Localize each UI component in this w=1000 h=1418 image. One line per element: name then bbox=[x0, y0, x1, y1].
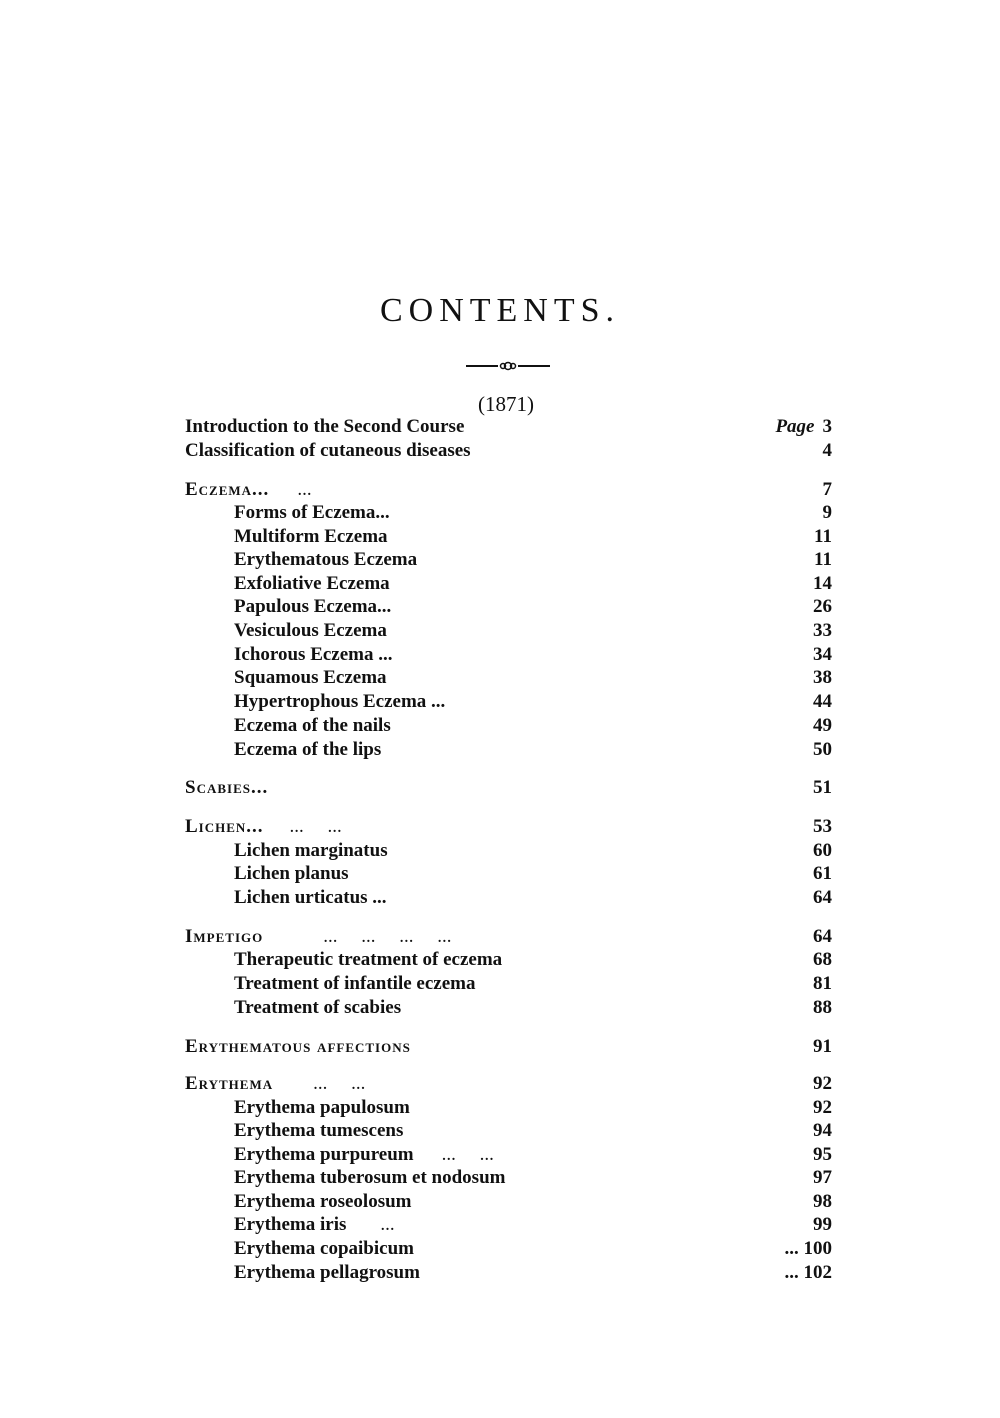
toc-label: Lichen marginatus bbox=[234, 840, 388, 861]
toc-row bbox=[234, 972, 832, 995]
toc-section-label: Lichen... bbox=[185, 816, 264, 837]
toc-page: 64 bbox=[813, 926, 832, 947]
toc-section-label: Scabies... bbox=[185, 777, 269, 798]
toc-label: Lichen urticatus ... bbox=[234, 887, 387, 908]
toc-page: 33 bbox=[813, 620, 832, 641]
toc-label: Treatment of infantile eczema bbox=[234, 973, 476, 994]
toc-label: Classification of cutaneous diseases bbox=[185, 440, 471, 461]
toc-page: 4 bbox=[822, 440, 832, 461]
toc-row bbox=[234, 1096, 832, 1119]
toc-section-label: Impetigo bbox=[185, 926, 264, 947]
toc-page: 92 bbox=[813, 1097, 832, 1118]
toc-row bbox=[234, 714, 832, 737]
toc-page: 91 bbox=[813, 1036, 832, 1057]
toc-row bbox=[234, 501, 832, 524]
toc-label: Papulous Eczema... bbox=[234, 596, 392, 617]
toc-page: 11 bbox=[814, 526, 832, 547]
toc-row bbox=[234, 839, 832, 862]
toc-label: Eczema of the nails bbox=[234, 715, 391, 736]
toc-page: 3 bbox=[822, 416, 832, 437]
toc-section-row bbox=[185, 925, 832, 948]
toc-label: Erythema tuberosum et nodosum bbox=[234, 1167, 506, 1188]
toc-row bbox=[234, 595, 832, 618]
toc-row bbox=[234, 1261, 832, 1284]
toc-label: Lichen planus bbox=[234, 863, 349, 884]
toc-row bbox=[185, 439, 832, 462]
toc-page: 11 bbox=[814, 549, 832, 570]
toc-label: Erythema copaibicum bbox=[234, 1238, 414, 1259]
toc-label: Hypertrophous Eczema ... bbox=[234, 691, 446, 712]
toc-page: 97 bbox=[813, 1167, 832, 1188]
toc-label: Vesiculous Eczema bbox=[234, 620, 387, 641]
toc-dots: ... ... ... ... bbox=[323, 926, 452, 947]
toc-page: 14 bbox=[813, 573, 832, 594]
toc-section-label: Eczema... bbox=[185, 479, 270, 500]
toc-label: Exfoliative Eczema bbox=[234, 573, 390, 594]
toc-row bbox=[234, 1166, 832, 1189]
toc-label: Therapeutic treatment of eczema bbox=[234, 949, 503, 970]
toc-row bbox=[234, 690, 832, 713]
toc-row bbox=[234, 948, 832, 971]
toc-page: 61 bbox=[813, 863, 832, 884]
toc-label: Erythema purpureum bbox=[234, 1144, 414, 1165]
ornament-divider bbox=[466, 359, 550, 373]
toc-label: Erythema iris bbox=[234, 1214, 347, 1235]
toc-section-row bbox=[185, 1072, 832, 1095]
toc-page: 49 bbox=[813, 715, 832, 736]
page-prefix: Page bbox=[775, 416, 815, 437]
toc-page: 34 bbox=[813, 644, 832, 665]
toc-page: 95 bbox=[813, 1144, 832, 1165]
toc-page: 60 bbox=[813, 840, 832, 861]
toc-row bbox=[234, 1143, 832, 1166]
toc-row bbox=[234, 862, 832, 885]
toc-section-label: Erythematous affections bbox=[185, 1036, 411, 1057]
toc-row bbox=[234, 1119, 832, 1142]
toc-dots: ... ... bbox=[313, 1073, 366, 1094]
toc-label: Forms of Eczema... bbox=[234, 502, 390, 523]
toc-row bbox=[234, 1237, 832, 1260]
toc-page: 98 bbox=[813, 1191, 832, 1212]
toc-row bbox=[234, 619, 832, 642]
toc-page: 68 bbox=[813, 949, 832, 970]
toc-label: Erythema tumescens bbox=[234, 1120, 404, 1141]
toc-row bbox=[234, 996, 832, 1019]
toc-dots: ... bbox=[380, 1214, 395, 1235]
toc-page: ... 102 bbox=[784, 1262, 832, 1283]
toc-row bbox=[234, 572, 832, 595]
toc-section-row bbox=[185, 776, 832, 799]
toc-page: 94 bbox=[813, 1120, 832, 1141]
toc-page: 26 bbox=[813, 596, 832, 617]
toc-dots: ... bbox=[297, 479, 312, 500]
toc-row bbox=[234, 738, 832, 761]
toc-label: Erythema papulosum bbox=[234, 1097, 410, 1118]
toc-label: Erythema roseolosum bbox=[234, 1191, 412, 1212]
year-heading: (1871) bbox=[478, 392, 534, 416]
toc-row bbox=[185, 415, 832, 438]
toc-page: 88 bbox=[813, 997, 832, 1018]
toc-label: Ichorous Eczema ... bbox=[234, 644, 393, 665]
toc-dots: ... ... bbox=[441, 1144, 494, 1165]
toc-page: 81 bbox=[813, 973, 832, 994]
toc-page: 50 bbox=[813, 739, 832, 760]
toc-label: Treatment of scabies bbox=[234, 997, 402, 1018]
page-title: CONTENTS. bbox=[379, 292, 621, 329]
toc-page: 92 bbox=[813, 1073, 832, 1094]
toc-page: 7 bbox=[822, 479, 832, 500]
toc-row bbox=[234, 548, 832, 571]
toc-label: Squamous Eczema bbox=[234, 667, 387, 688]
toc-page: 38 bbox=[813, 667, 832, 688]
toc-label: Introduction to the Second Course bbox=[185, 416, 465, 437]
toc-page: 51 bbox=[813, 777, 832, 798]
toc-row bbox=[234, 1213, 832, 1236]
toc-row bbox=[234, 525, 832, 548]
toc-page: 99 bbox=[813, 1214, 832, 1235]
toc-page: 53 bbox=[813, 816, 832, 837]
toc-label: Multiform Eczema bbox=[234, 526, 388, 547]
toc-section-row bbox=[185, 478, 832, 501]
toc-row bbox=[234, 1190, 832, 1213]
toc-dots: ... ... bbox=[289, 816, 342, 837]
toc-label: Erythema pellagrosum bbox=[234, 1262, 420, 1283]
toc-page: ... 100 bbox=[784, 1238, 832, 1259]
toc-row bbox=[234, 643, 832, 666]
toc-page: 64 bbox=[813, 887, 832, 908]
toc-section-row bbox=[185, 815, 832, 838]
toc-section-row bbox=[185, 1035, 832, 1058]
toc-label: Erythematous Eczema bbox=[234, 549, 418, 570]
toc-page: 44 bbox=[813, 691, 832, 712]
toc-page: 9 bbox=[822, 502, 832, 523]
toc-label: Eczema of the lips bbox=[234, 739, 382, 760]
toc-section-label: Erythema bbox=[185, 1073, 274, 1094]
toc-row bbox=[234, 666, 832, 689]
toc-row bbox=[234, 886, 832, 909]
